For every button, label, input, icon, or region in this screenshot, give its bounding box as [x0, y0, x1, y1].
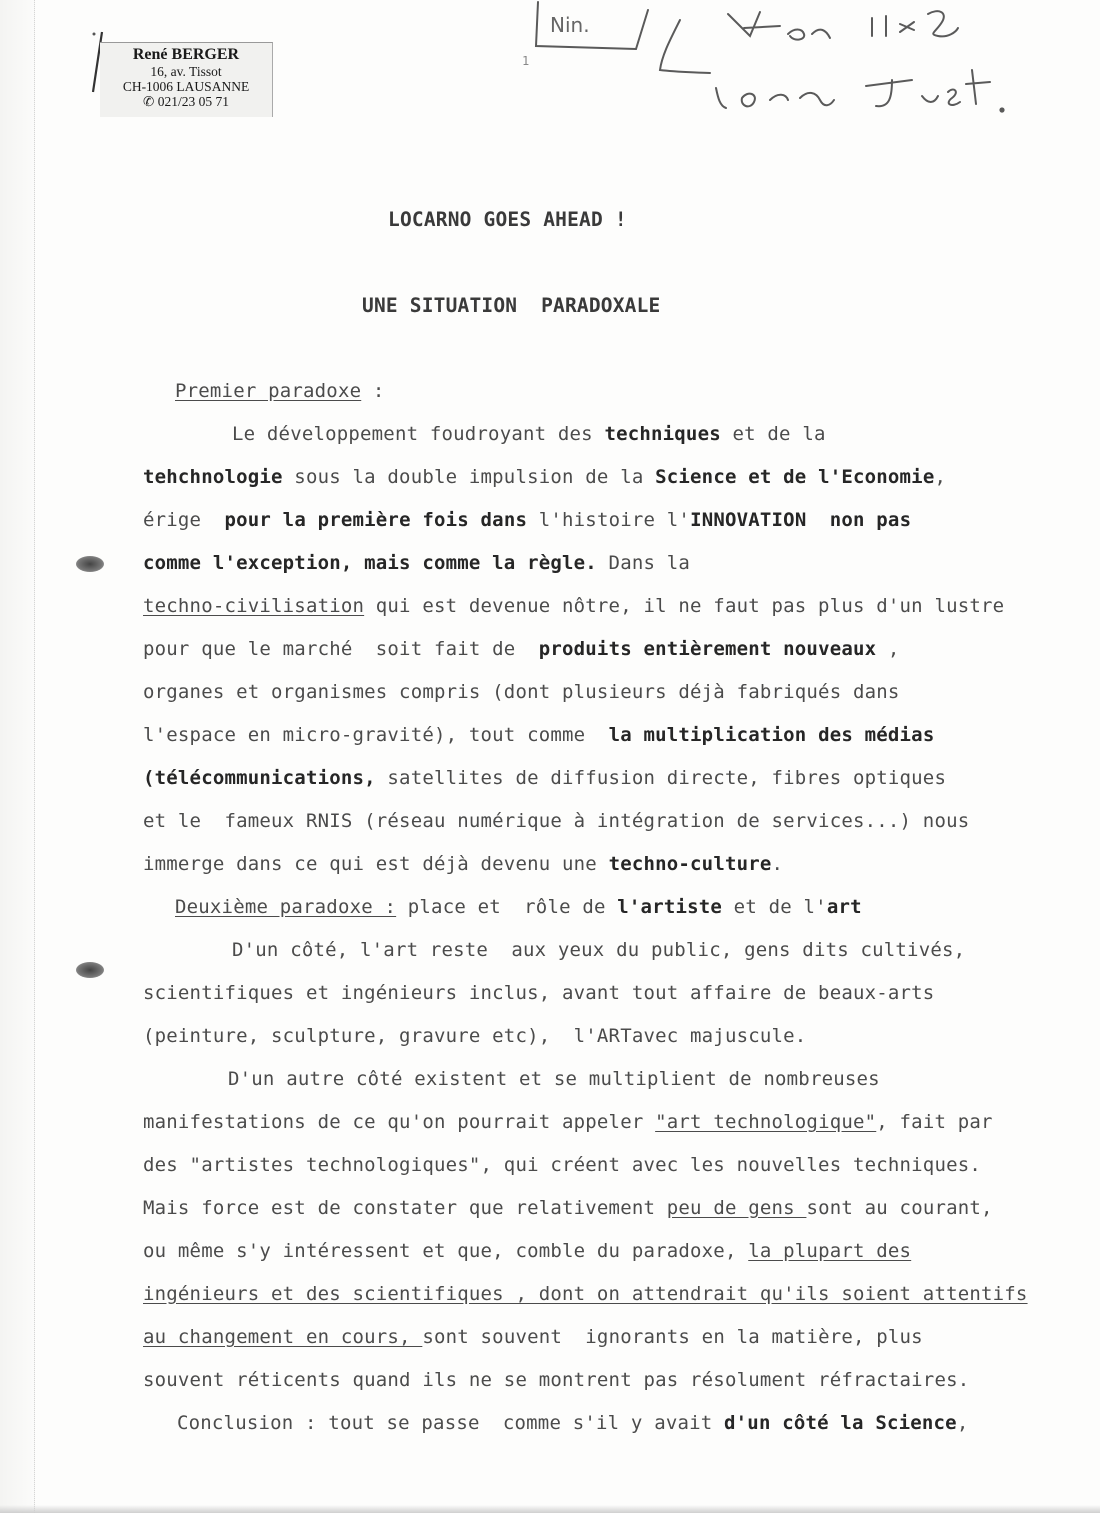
text-line: des "artistes technologiques", qui créent avec les nouvelles techniques.: [143, 1154, 982, 1176]
page-bottom-edge: [0, 1505, 1100, 1513]
document-subtitle: UNE SITUATION PARADOXALE: [362, 294, 661, 317]
text-line: D'un côté, l'art reste aux yeux du public, gens dits cultivés,: [232, 939, 966, 961]
text-line: l'espace en micro-gravité), tout comme la multiplication des médias: [143, 724, 935, 746]
text-line: immerge dans ce qui est déjà devenu une techno-culture.: [143, 853, 784, 875]
text-line: pour que le marché soit fait de produits entièrement nouveaux ,: [143, 638, 900, 660]
document-title: LOCARNO GOES AHEAD !: [388, 208, 627, 231]
text-line: tehchnologie sous la double impulsion de la Science et de l'Economie,: [143, 466, 947, 488]
text-line: D'un autre côté existent et se multiplient de nombreuses: [228, 1068, 880, 1090]
text-line: techno-civilisation qui est devenue nôtre, il ne faut pas plus d'un lustre: [143, 595, 1005, 617]
page-number: 1: [522, 54, 530, 68]
paragraph-heading-2: Deuxième paradoxe : place et rôle de l'artiste et de l'art: [175, 896, 862, 918]
text-line: Mais force est de constater que relativement peu de gens sont au courant,: [143, 1197, 993, 1219]
stamp-city: CH-1006 LAUSANNE: [122, 79, 250, 94]
stamp-street: 16, av. Tissot: [150, 64, 222, 79]
punch-hole: [76, 556, 104, 572]
deuxieme-paradoxe-label: Deuxième paradoxe :: [175, 896, 397, 918]
text-line: scientifiques et ingénieurs inclus, avant tout affaire de beaux-arts: [143, 982, 935, 1004]
text-line: Conclusion : tout se passe comme s'il y avait d'un côté la Science,: [177, 1412, 969, 1434]
punch-hole: [76, 962, 104, 978]
handwritten-annotation: [520, 0, 1020, 125]
page-left-margin: [0, 0, 35, 1513]
text-line: souvent réticents quand ils ne se montrent pas résolument réfractaires.: [143, 1369, 970, 1391]
address-stamp: [100, 42, 273, 117]
text-line: Le développement foudroyant des techniques et de la: [232, 423, 826, 445]
stamp-phone: ✆ 021/23 05 71: [143, 94, 229, 109]
text-line: ou même s'y intéressent et que, comble du paradoxe, la plupart des: [143, 1240, 912, 1262]
stamp-name: René BERGER: [132, 46, 240, 63]
text-line: manifestations de ce qu'on pourrait appeler "art technologique", fait par: [143, 1111, 993, 1133]
text-line: érige pour la première fois dans l'histoire l'INNOVATION non pas: [143, 509, 912, 531]
paragraph-heading-1: Premier paradoxe :: [175, 380, 385, 402]
text-line: ingénieurs et des scientifiques , dont on attendrait qu'ils soient attentifs: [143, 1283, 1028, 1305]
premier-paradoxe-label: Premier paradoxe: [175, 380, 362, 402]
text-line: (peinture, sculpture, gravure etc), l'ARTavec majuscule.: [143, 1025, 807, 1047]
text-line: organes et organismes compris (dont plusieurs déjà fabriqués dans: [143, 681, 900, 703]
text-line: et le fameux RNIS (réseau numérique à intégration de services...) nous: [143, 810, 970, 832]
handwritten-box-text: Nin.: [550, 13, 590, 37]
text-line: au changement en cours, sont souvent ignorants en la matière, plus: [143, 1326, 923, 1348]
text-line: (télécommunications, satellites de diffusion directe, fibres optiques: [143, 767, 947, 789]
text-line: comme l'exception, mais comme la règle. Dans la: [143, 552, 691, 574]
